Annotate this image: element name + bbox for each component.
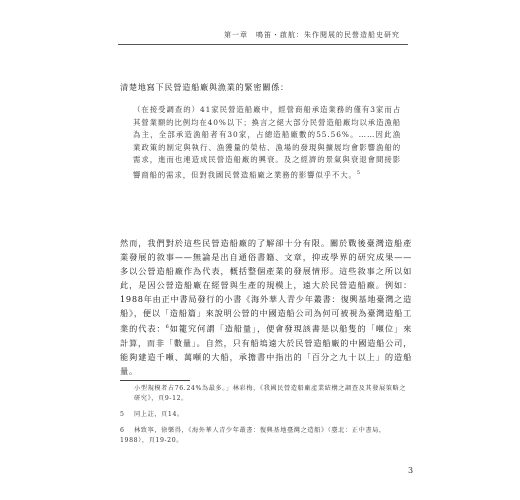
paragraph-main	[120, 236, 412, 378]
footnote-5-text: 同上註，頁14。	[134, 411, 184, 418]
footnote-6	[120, 426, 412, 446]
footnote-continued: 小型規模者占76.24%為最多。」林彩梅，《我國民營造船廠產業結構之調查及其發展策略之研究》，頁9-12。	[134, 385, 407, 402]
header-rule	[118, 44, 408, 45]
footnote-5	[120, 410, 412, 420]
footnote-ref-6: 6	[165, 324, 170, 330]
footnote-ref-5: 5	[356, 169, 361, 176]
page-number: 3	[408, 466, 414, 475]
block-quote	[133, 104, 401, 182]
block-quote-text: （在接受調查的）41家民營造船廠中，經營商船承造業務的僅有3家而占其營業額的比例均在40%以下；換言之絕大部分民營造船廠均以承造漁船為主，全部承造漁船者有30家，占總造船廠數的55.56%。……因此漁業政策的制定與執行、漁獲量的榮枯、漁場的發現與擴展均會影響漁船的需求，進而也連造成民營造船廠的興衰。及之經濟的景氣與衰退會間接影響商船的需求，但對我國民營造船廠之業務的影響似乎不大。	[133, 105, 401, 180]
footnote-5-number: 5	[120, 411, 125, 418]
running-head: 第一章 鳴笛・啟航：朱作閱展的民營造船史研究	[224, 31, 400, 39]
footnote-rule	[120, 380, 190, 381]
paragraph-main-part-a: 然而，我們對於這些民營造船廠的了解卻十分有限。關於戰後臺灣造船產業發展的敘事——無論是出自通俗書籍、文章，抑或學界的研究成果——多以公營造船廠作為代表，概括整個產業的發展情形。這些敘事之所以如此，是因公營造船廠在經營與生產的規模上，遠大於民營造船廠。例如：1988年由正中書局發行的小書《海外華人青少年叢書：復興基地臺灣之造船》，便以「造船篇」來說明公營的中國造船公司為何可被視為臺灣造船工業的代表：	[120, 238, 412, 334]
paragraph-intro: 清楚地寫下民營造船廠與漁業的緊密關係：	[120, 82, 289, 92]
footnote-6-number: 6	[120, 427, 125, 434]
paragraph-main-part-b: 如籠究何謂「造船量」，便會發現該書是以船隻的「噸位」來計算，而非「數量」。自然，只有船塢遠大於民營造船廠的中國造船公司，能夠建造千噸、萬噸的大船，承擔書中指出的「百分之九十以上」的造船量。	[120, 323, 412, 376]
footnote-6-text: 林致寧，徐樂得，《海外華人青少年叢書：復興基地臺灣之造船》（臺北：正中書局，1988），頁19-20。	[120, 427, 386, 444]
